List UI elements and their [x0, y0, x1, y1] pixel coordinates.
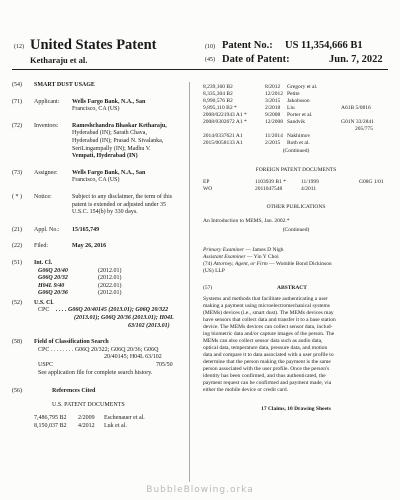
cite-date: 8/2012 [265, 84, 281, 90]
foreign-docs-list [203, 179, 389, 193]
list-item [203, 140, 389, 147]
cite-name: Luk et al. [104, 423, 127, 429]
abstract-line: device. The MEMs devices can collect sensor data, includ- [203, 324, 333, 330]
abstract-line: optical data, temperature data, pressure data, and motion [203, 345, 328, 351]
int-cl-label: Int. Cl. [34, 259, 53, 266]
cite-date: 2/2018 [265, 105, 281, 111]
cite-name [287, 126, 341, 133]
int-cl-code-1: G06Q 20/40 [38, 267, 68, 274]
us-docs-list [12, 415, 184, 430]
cite-date: 3/2015 [265, 98, 281, 104]
attorney-code: (74) [203, 261, 213, 267]
cite-number: 8,990,576 B2 [203, 98, 233, 104]
foreign-number: 1103939 B1 * [255, 179, 286, 185]
list-item [203, 112, 389, 119]
patent-type-title: United States Patent [30, 37, 157, 53]
cite-name: Porter et al. [287, 112, 313, 118]
applicant-label: Applicant: [34, 98, 60, 105]
cite-date: 12/2012 [265, 91, 284, 97]
kind-code-45: (45) [205, 57, 215, 63]
list-item [203, 133, 389, 140]
applicant-code: (71) [12, 98, 22, 105]
assistant-examiner-name: — Yin Y Choi [247, 254, 279, 260]
cite-date: 2/2015 [265, 140, 281, 146]
foreign-date: 11/1999 [301, 179, 319, 185]
inventors-line-5: Vempati, Hyderabad (IN) [72, 153, 138, 160]
field-code: (58) [12, 339, 22, 346]
assignee-block [12, 170, 184, 185]
field-cpc-line-2: 20/40145; H04L 63/102 [104, 354, 162, 361]
applicant-line-2: Francisco, CA (US) [72, 106, 120, 113]
cite-date: 9/2008 [265, 112, 281, 118]
abstract-line: either the mobile device or credit card. [203, 387, 289, 393]
abstract-line: making a payment using microelectromechanical systems [203, 303, 330, 309]
uspc-value: 705/50 [156, 362, 173, 369]
int-cl-row [34, 275, 122, 283]
appl-number: 15/165,749 [72, 226, 100, 233]
appl-code: (21) [12, 226, 22, 233]
filed-date: May 26, 2016 [72, 243, 107, 250]
int-cl-code-3: H04L 9/40 [38, 282, 65, 289]
abstract-line: MEMs can also collect sensor data such as audio data, [203, 338, 323, 344]
cite-number: 2008/0221943 A1 * [203, 112, 247, 118]
applicant-line-1: Wells Fargo Bank, N.A., San [72, 98, 146, 105]
refs-label: References Cited [52, 388, 96, 395]
attorney-name: — Womble Bond Dickinson [269, 261, 332, 267]
int-cl-year-3: (2022.01) [98, 282, 122, 289]
inventors-line-4: SeriLingampally (IN); Madhu V. [72, 145, 151, 152]
date-label: Date of Patent: [222, 54, 290, 65]
continued-label-1: (Continued) [282, 148, 310, 154]
abstract-text [203, 296, 389, 394]
filed-label: Filed: [34, 243, 49, 250]
inventors-line-2: Hyderabad (IN); Sarath Chava, [72, 130, 147, 137]
right-column [203, 84, 389, 413]
cite-number: 2008/0302672 A1 * [203, 119, 247, 125]
assignee-code: (73) [12, 169, 22, 176]
invention-title: SMART DUST USAGE [34, 82, 95, 88]
notice-line-1: Subject to any disclaimer, the term of this [72, 193, 173, 200]
field-label: Field of Classification Search [34, 339, 109, 346]
foreign-cc: WO [203, 186, 213, 192]
cite-name: Eschenauer et al. [104, 415, 145, 422]
int-cl-code-4: G06Q 20/36 [38, 290, 68, 297]
list-item [34, 423, 184, 431]
foreign-class: G08G 1/01 [359, 179, 384, 185]
cite-date: 11/2014 [265, 133, 283, 139]
list-item [203, 98, 389, 105]
refs-code: (56) [12, 388, 22, 395]
cite-number: 8,239,160 B2 [203, 84, 233, 90]
appl-no-block [12, 227, 184, 235]
cite-date: 2/2009 [78, 415, 95, 422]
inventors-code: (72) [12, 122, 22, 129]
cite-number: 7,486,795 B2 [34, 415, 67, 422]
applicant-block [12, 99, 184, 114]
cite-class: 205/775 [355, 126, 374, 132]
other-pub-item: An Introduction to MEMS, Jan. 2002.* [203, 218, 290, 224]
int-cl-year-4: (2012.01) [98, 290, 122, 297]
patent-no-label: Patent No.: [222, 40, 273, 51]
cite-name: Nakhimov [287, 133, 311, 139]
cite-number: 2015/0058133 A1 [203, 140, 243, 146]
notice-block [12, 194, 184, 217]
cite-number: 2014/0337621 A1 [203, 133, 243, 139]
cpc-line-1: . . . . G06Q 20/40145 (2013.01); G06Q 20/322 [56, 307, 169, 314]
inventors-line-1: Rameshchandra Bhaskar Ketharaju, [72, 122, 167, 129]
assistant-examiner [203, 254, 389, 261]
assignee-line-1: Wells Fargo Bank, N.A., San [72, 169, 146, 176]
uspc-label: USPC [38, 362, 54, 369]
foreign-number: 2011047548 [255, 186, 283, 192]
attorney-label: Attorney, Agent, or Firm [213, 261, 268, 267]
list-item [203, 179, 389, 186]
patent-date: Jun. 7, 2022 [329, 54, 383, 65]
cite-class: G01N 33/2841 [341, 119, 374, 125]
abstract-line: data and compare it to data associated with a user profile to [203, 352, 334, 358]
int-cl-row [34, 268, 122, 276]
notice-code: ( * ) [12, 193, 22, 200]
inventors-line-3: Hyderabad (IN); Prasad N. Sivalanka, [72, 137, 164, 144]
claims-sheets: 17 Claims, 10 Drawing Sheets [261, 406, 331, 412]
primary-examiner [203, 247, 389, 254]
kind-code-12: (12) [14, 44, 24, 50]
cite-name: Jakobsson [287, 98, 310, 104]
references-block [12, 388, 184, 396]
cite-date: 4/2012 [78, 423, 95, 429]
watermark: BubbleBlowing.orka [146, 485, 254, 495]
foreign-date: 4/2011 [301, 186, 317, 192]
abstract-heading [203, 285, 389, 292]
cite-date: 12/2008 [265, 119, 284, 125]
notice-line-3: U.S.C. 154(b) by 330 days. [72, 209, 138, 216]
abstract-line: person associated with the user profile. Once the person's [203, 366, 330, 372]
cite-class: A61B 5/0816 [341, 105, 371, 111]
cite-date [265, 126, 287, 133]
continued-label-2: (Continued) [282, 227, 310, 233]
assignee-line-2: Francisco, CA (US) [72, 177, 120, 184]
first-inventor-line: Ketharaju et al. [30, 55, 88, 65]
field-cpc-line-1: CPC . . . . . . . . G06Q 20/322; G06Q 20/36; G06Q [38, 346, 159, 353]
int-cl-code: (51) [12, 259, 22, 266]
cite-name: Petite [287, 91, 300, 97]
abstract-label: ABSTRACT [277, 285, 307, 291]
abstract-line: identity has been confirmed, and thus authenticated, the [203, 373, 326, 379]
cite-name: Gregory et al. [287, 84, 318, 90]
kind-code-10: (10) [205, 44, 215, 50]
patent-number: US 11,354,666 B1 [285, 40, 363, 51]
assignee-label: Assignee: [34, 169, 58, 176]
list-item [34, 415, 184, 423]
cpc-line-3: 63/102 (2013.01) [128, 322, 170, 329]
assistant-examiner-label: Assistant Examiner [203, 254, 246, 260]
cite-number: 8,150,037 B2 [34, 423, 67, 429]
cpc-label: CPC [38, 307, 50, 314]
inventors-label: Inventors: [34, 122, 59, 129]
list-item [203, 91, 389, 98]
int-cl-year-2: (2012.01) [98, 275, 122, 282]
filed-code: (22) [12, 243, 22, 250]
list-item [203, 105, 389, 112]
us-cl-block [12, 300, 184, 330]
abstract-line: have sensors that collect data and transfer it to a base station [203, 317, 336, 323]
notice-label: Notice: [34, 193, 52, 200]
cite-number [203, 126, 265, 133]
appl-label: Appl. No.: [34, 226, 60, 233]
cite-number: 9,895,110 B2 * [203, 105, 237, 111]
cite-name: Roth et al. [287, 140, 310, 146]
cited-patents-list [203, 84, 389, 147]
see-application: See application file for complete search history. [38, 369, 153, 376]
int-cl-year-1: (2012.01) [98, 267, 122, 274]
filed-block [12, 243, 184, 251]
notice-line-2: patent is extended or adjusted under 35 [72, 201, 166, 208]
us-cl-label: U.S. Cl. [34, 299, 54, 306]
title-code: (54) [12, 82, 22, 88]
cite-number: 8,335,304 B2 [203, 91, 233, 97]
list-item [203, 186, 389, 193]
us-cl-code: (52) [12, 299, 22, 306]
attorney-line-2: (US) LLP [203, 268, 225, 274]
primary-examiner-name: — James D Nigh [245, 247, 284, 253]
inventors-block [12, 123, 184, 161]
primary-examiner-label: Primary Examiner [203, 247, 245, 253]
list-item [203, 119, 389, 126]
list-item [203, 126, 389, 133]
abstract-line: Systems and methods that facilitate authenticating a user [203, 296, 328, 302]
field-search-block [12, 339, 184, 377]
other-pubs-label: OTHER PUBLICATIONS [266, 204, 326, 210]
cpc-line-2: (2013.01); G06Q 20/36 (2013.01); H04L [74, 315, 174, 322]
cite-name: Liu [287, 105, 295, 111]
abstract-code: (57) [203, 285, 213, 291]
list-item [203, 84, 389, 91]
abstract-line: payment request can be confirmed and payment made, via [203, 380, 332, 386]
int-cl-code-2: G06Q 20/32 [38, 275, 68, 282]
attorney [203, 261, 389, 268]
abstract-line: determine that the person making the payment is the same [203, 359, 331, 365]
cite-name: Sandvik [287, 119, 306, 125]
abstract-line: (MEMs) devices (i.e., smart dust). The MEMs devices may [203, 310, 334, 316]
column-divider [189, 82, 190, 482]
title-block [12, 82, 184, 90]
us-docs-label: U.S. PATENT DOCUMENTS [52, 401, 125, 408]
header-rule [12, 69, 388, 70]
foreign-docs-label: FOREIGN PATENT DOCUMENTS [255, 167, 337, 173]
foreign-cc: EP [203, 179, 210, 185]
int-cl-row [34, 290, 122, 298]
abstract-line: ing biometric data and/or capture images of the person. The [203, 331, 335, 337]
left-column [12, 82, 184, 431]
int-cl-block [12, 260, 184, 298]
